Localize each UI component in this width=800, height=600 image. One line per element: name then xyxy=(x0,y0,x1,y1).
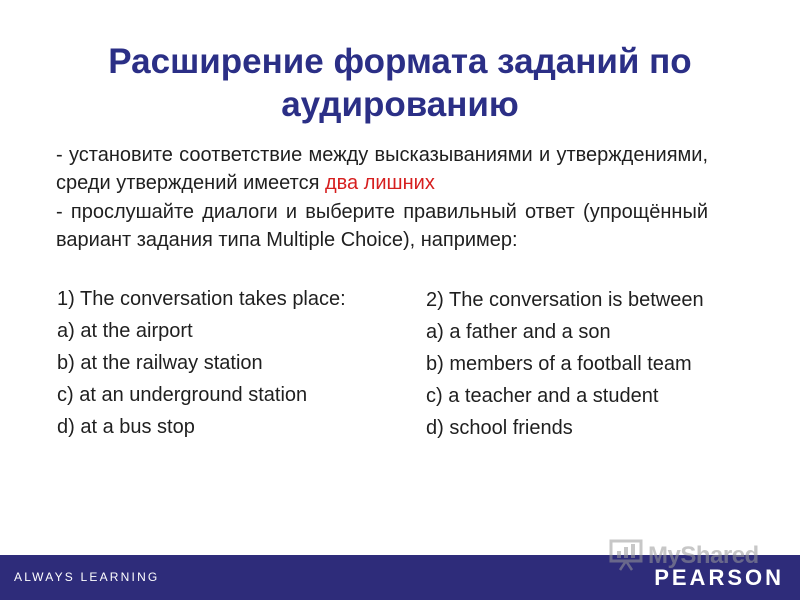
instruction-matching-text: - установите соответствие между высказываниями и утверждениями, среди утверждений имеется xyxy=(56,144,708,194)
question-1-option-c: c) at an underground station xyxy=(57,384,308,406)
question-2-option-c: c) a teacher and a student xyxy=(426,385,659,407)
question-2-option-a: a) a father and a son xyxy=(426,321,611,343)
instruction-multiple-choice: - прослушайте диалоги и выберите правильный ответ (упрощённый вариант задания типа Multiple Choice), например: xyxy=(56,201,708,251)
question-1 xyxy=(57,283,346,443)
question-1-option-b: b) at the railway station xyxy=(57,352,263,374)
footer-tagline: ALWAYS LEARNING xyxy=(14,570,160,584)
question-2-option-b: b) members of a football team xyxy=(426,353,692,375)
question-1-stem: 1) The conversation takes place: xyxy=(57,288,346,310)
highlight-two-extra: два лишних xyxy=(324,172,435,194)
watermark-text: MyShared xyxy=(648,542,759,569)
question-1-option-d: d) at a bus stop xyxy=(57,416,195,438)
watermark xyxy=(608,538,778,572)
pearson-logo: PEARSON xyxy=(654,565,784,590)
question-2-stem: 2) The conversation is between xyxy=(426,289,704,311)
instruction-matching xyxy=(56,141,708,197)
presentation-board-icon xyxy=(608,538,644,572)
question-2-option-d: d) school friends xyxy=(426,417,573,439)
slide-title: Расширение формата заданий по аудированию xyxy=(108,42,692,124)
question-1-option-a: a) at the airport xyxy=(57,320,193,342)
question-2 xyxy=(426,284,704,444)
